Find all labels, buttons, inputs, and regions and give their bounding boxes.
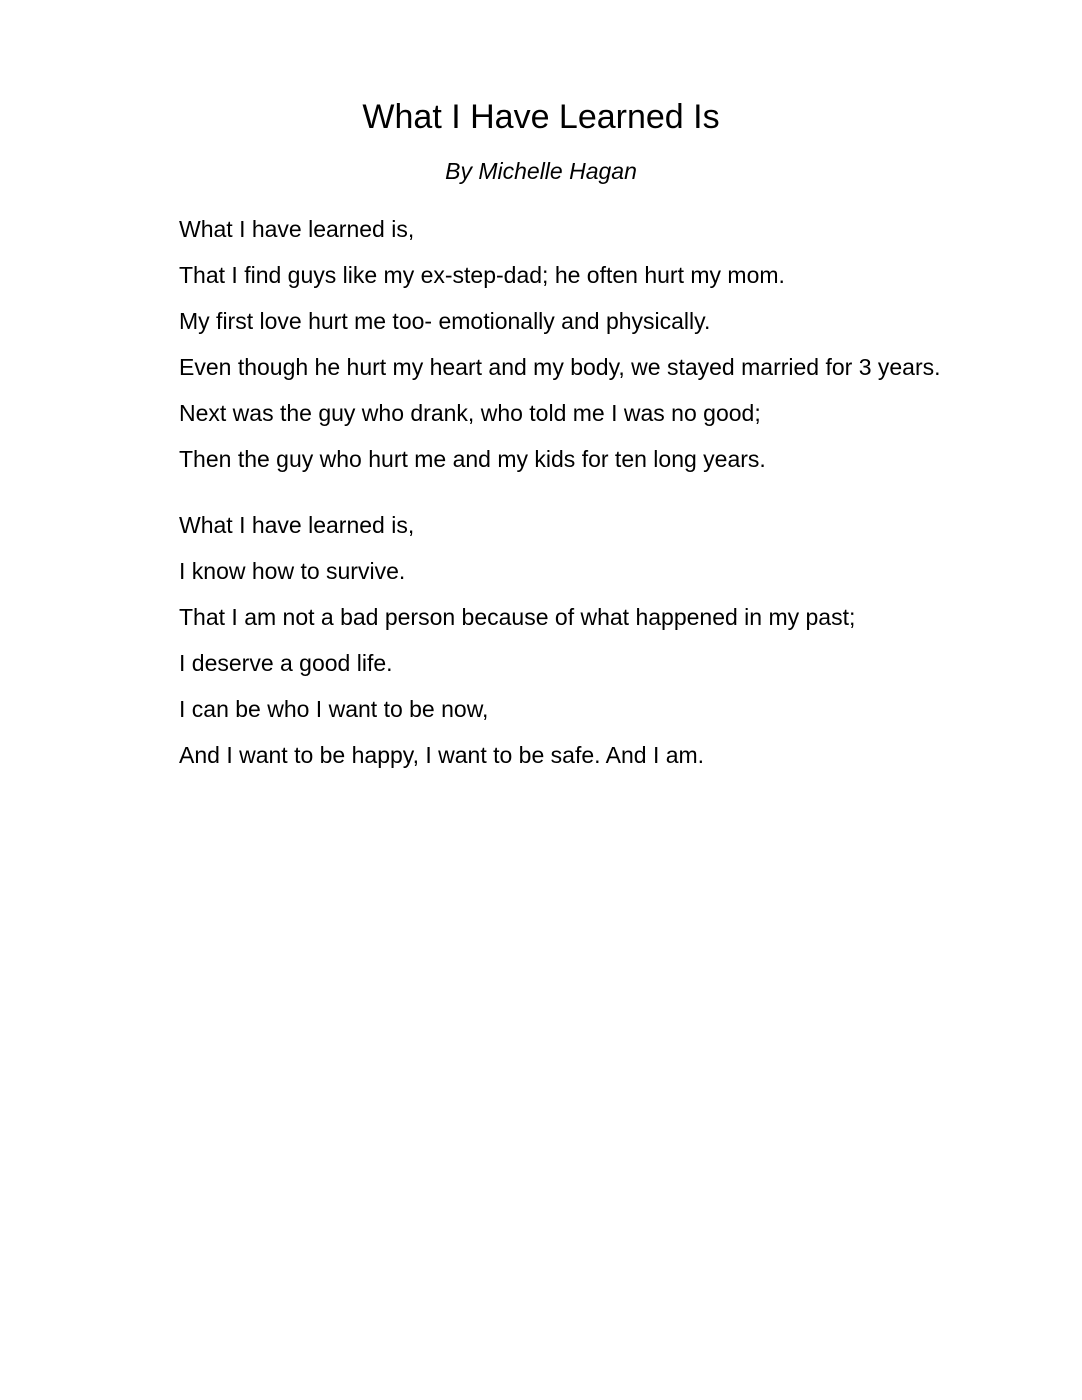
- poem-line: I deserve a good life.: [179, 650, 393, 676]
- poem-line: What I have learned is,: [179, 216, 415, 242]
- poem-title: What I Have Learned Is: [362, 98, 720, 136]
- poem-line: And I want to be happy, I want to be safe. And I am.: [179, 742, 705, 768]
- poem-line: I can be who I want to be now,: [179, 696, 489, 722]
- poem-line: That I am not a bad person because of what happened in my past;: [179, 604, 856, 630]
- poem-line: Next was the guy who drank, who told me I was no good;: [179, 400, 761, 426]
- poem-byline: By Michelle Hagan: [445, 158, 637, 184]
- poem-line: I know how to survive.: [179, 558, 406, 584]
- poem-body: [179, 213, 949, 785]
- poem-line: What I have learned is,: [179, 512, 415, 538]
- poem-line: That I find guys like my ex-step-dad; he often hurt my mom.: [179, 262, 785, 288]
- poem-line: Then the guy who hurt me and my kids for ten long years.: [179, 446, 766, 472]
- poem-line: My first love hurt me too- emotionally and physically.: [179, 308, 711, 334]
- poem-line: Even though he hurt my heart and my body, we stayed married for 3 years.: [179, 354, 941, 380]
- stanza-2: [179, 509, 949, 771]
- stanza-1: [179, 213, 949, 475]
